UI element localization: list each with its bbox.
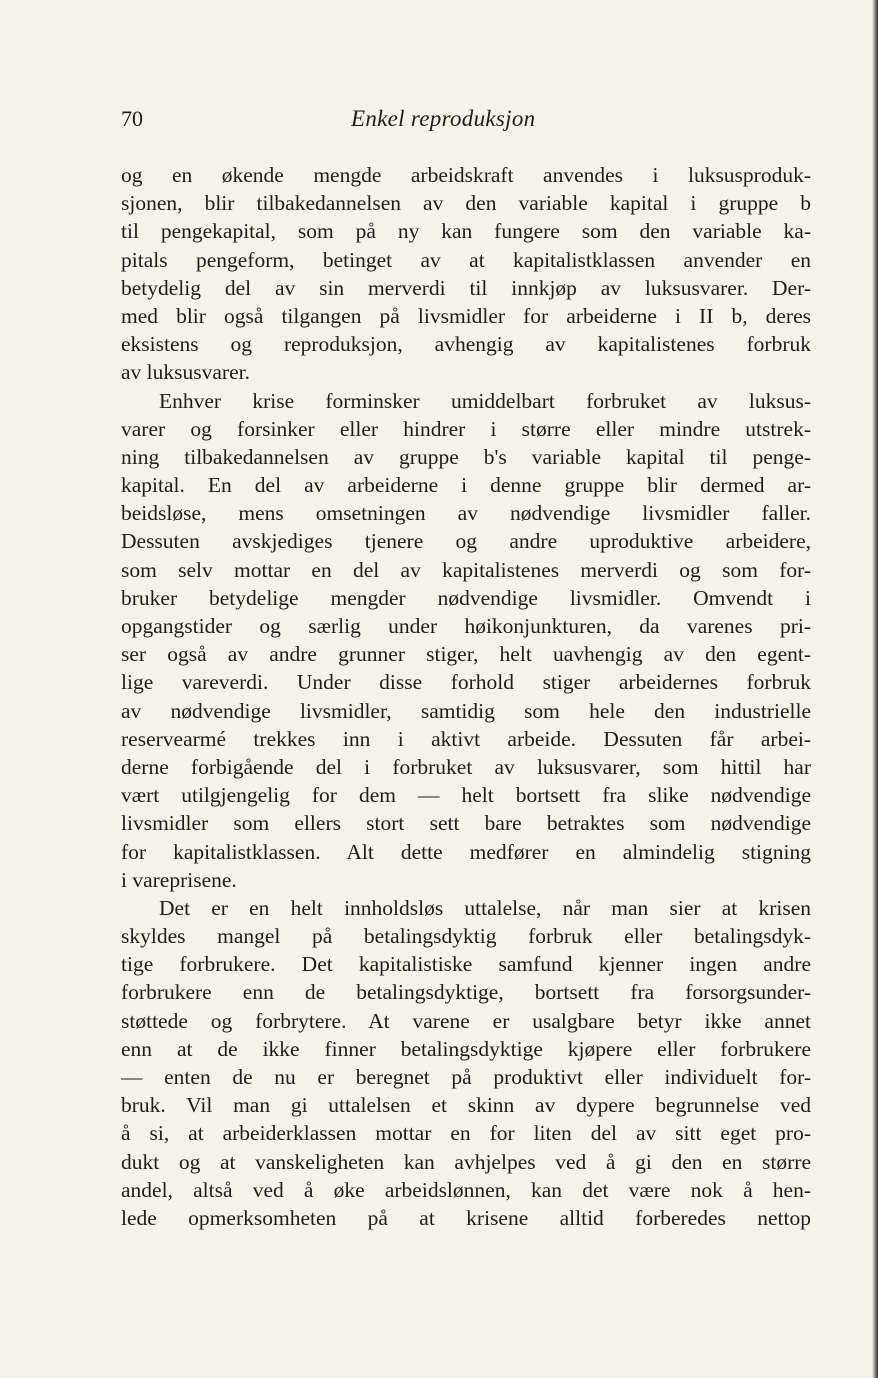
text-line: med blir også tilgangen på livsmidler for arbeiderne i II b, deres bbox=[121, 303, 811, 328]
text-line: varer og forsinker eller hindrer i større eller mindre utstrek- bbox=[121, 416, 811, 441]
text-line: lede opmerksomheten på at krisene alltid forberedes nettop bbox=[121, 1205, 811, 1230]
running-title: Enkel reproduksjon bbox=[351, 106, 536, 131]
text-line: Dessuten avskjediges tjenere og andre uproduktive arbeidere, bbox=[121, 529, 811, 554]
text-line: bruker betydelige mengder nødvendige livsmidler. Omvendt i bbox=[121, 585, 811, 610]
text-line: dukt og at vanskeligheten kan avhjelpes ved å gi den en større bbox=[121, 1149, 811, 1174]
text-line: av luksusvarer. bbox=[121, 360, 250, 385]
text-line: vært utilgjengelig for dem — helt bortsett fra slike nødvendige bbox=[121, 783, 811, 808]
text-line: bruk. Vil man gi uttalelsen et skinn av dypere begrunnelse ved bbox=[121, 1093, 811, 1118]
text-line: Enhver krise forminsker umiddelbart forbruket av luksus- bbox=[159, 388, 811, 413]
text-line: ser også av andre grunner stiger, helt uavhengig av den egent- bbox=[121, 642, 811, 667]
text-line: beidsløse, mens omsetningen av nødvendige livsmidler faller. bbox=[121, 501, 811, 526]
text-line: og en økende mengde arbeidskraft anvendes i luksusproduk- bbox=[121, 163, 811, 187]
text-line: pitals pengeform, betinget av at kapitalistklassen anvender en bbox=[121, 247, 811, 272]
text-line: andel, altså ved å øke arbeidslønnen, kan det være nok å hen- bbox=[121, 1177, 811, 1202]
text-line: eksistens og reproduksjon, avhengig av kapitalistenes forbruk bbox=[121, 332, 811, 357]
text-line: lige vareverdi. Under disse forhold stiger arbeidernes forbruk bbox=[121, 670, 811, 695]
text-line: — enten de nu er beregnet på produktivt eller individuelt for- bbox=[121, 1065, 811, 1089]
text-line: som selv mottar en del av kapitalistenes merverdi og som for- bbox=[121, 557, 811, 582]
page-number: 70 bbox=[121, 106, 143, 131]
paragraph bbox=[121, 161, 811, 387]
text-line: livsmidler som ellers stort sett bare betraktes som nødvendige bbox=[121, 811, 811, 836]
text-line: opgangstider og særlig under høikonjunkturen, da varenes pri- bbox=[121, 614, 811, 638]
text-line: av nødvendige livsmidler, samtidig som hele den industrielle bbox=[121, 698, 811, 723]
text-line: kapital. En del av arbeiderne i denne gruppe blir dermed ar- bbox=[121, 473, 811, 498]
page-edge bbox=[872, 0, 878, 1378]
text-line: skyldes mangel på betalingsdyktig forbruk eller betalingsdyk- bbox=[121, 924, 811, 949]
text-line: reservearmé trekkes inn i aktivt arbeide. Dessuten får arbei- bbox=[121, 726, 811, 751]
text-line: for kapitalistklassen. Alt dette medfører en almindelig stigning bbox=[121, 839, 811, 864]
text-line: i vareprisene. bbox=[121, 867, 237, 892]
text-line: derne forbigående del i forbruket av luksusvarer, som hittil har bbox=[121, 754, 811, 779]
text-line: Det er en helt innholdsløs uttalelse, når man sier at krisen bbox=[159, 895, 811, 920]
paragraph bbox=[121, 894, 811, 1232]
text-line: betydelig del av sin merverdi til innkjøp av luksusvarer. Der- bbox=[121, 275, 811, 300]
text-line: tige forbrukere. Det kapitalistiske samfund kjenner ingen andre bbox=[121, 952, 811, 977]
text-line: enn at de ikke finner betalingsdyktige kjøpere eller forbrukere bbox=[121, 1036, 811, 1061]
text-line: sjonen, blir tilbakedannelsen av den variable kapital i gruppe b bbox=[121, 191, 811, 216]
text-line: ning tilbakedannelsen av gruppe b's variable kapital til penge- bbox=[121, 444, 811, 469]
text-line: forbrukere enn de betalingsdyktige, bortsett fra forsorgsunder- bbox=[121, 980, 811, 1005]
text-line: støttede og forbrytere. At varene er usalgbare betyr ikke annet bbox=[121, 1008, 811, 1033]
body-text bbox=[121, 161, 811, 1232]
text-line: til pengekapital, som på ny kan fungere som den variable ka- bbox=[121, 219, 811, 244]
paragraph bbox=[121, 387, 811, 894]
page-header bbox=[121, 102, 811, 136]
text-line: å si, at arbeiderklassen mottar en for liten del av sitt eget pro- bbox=[121, 1121, 811, 1146]
